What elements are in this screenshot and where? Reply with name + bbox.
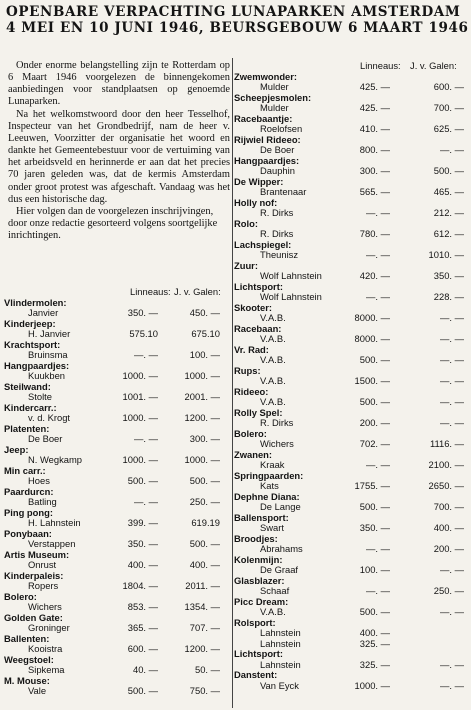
bid-linneaus: 325. —: [359, 658, 390, 670]
bid-jvgalen: —. —: [440, 679, 464, 691]
concession-entry: [4, 466, 230, 487]
attraction-name: Rolo:: [234, 217, 258, 229]
bid-linneaus: 40. —: [132, 664, 158, 676]
bidder-name: Onrust: [28, 559, 57, 571]
bid-jvgalen: 350. —: [433, 270, 464, 282]
column-divider: [232, 58, 233, 708]
bid-linneaus: 400. —: [127, 559, 158, 571]
bid-linneaus: 500. —: [359, 501, 390, 513]
bidder-name: De Boer: [28, 433, 63, 445]
concession-entry: [4, 403, 230, 424]
attraction-name: Glasblazer:: [234, 574, 285, 586]
concession-entry: [4, 508, 230, 529]
bid-jvgalen: 750. —: [189, 685, 220, 697]
bidder-name: V.A.B.: [260, 354, 286, 366]
bid-row: [234, 334, 468, 345]
bid-linneaus: 1000. —: [354, 679, 390, 691]
bid-jvgalen: —. —: [440, 354, 464, 366]
attraction-name: Rideeo:: [234, 385, 269, 397]
attraction-name: Zuur:: [234, 259, 258, 271]
bidder-name: N. Wegkamp: [28, 454, 83, 466]
bidder-name: Kooistra: [28, 643, 63, 655]
attraction-name: Kinderpaleis:: [4, 569, 64, 581]
concession-entry: [234, 597, 468, 618]
bid-jvgalen: 700. —: [433, 501, 464, 513]
attraction-name: Kinderjeep:: [4, 317, 56, 329]
concession-entry: [4, 592, 230, 613]
bidder-name: Groninger: [28, 622, 70, 634]
concession-entry: [4, 340, 230, 361]
bid-jvgalen: 465. —: [433, 186, 464, 198]
bidder-name: Kraak: [260, 459, 285, 471]
concession-entry: [234, 135, 468, 156]
attraction-name: Hangpaardjes:: [234, 154, 300, 166]
attraction-name: Rijwiel Rideeo:: [234, 133, 301, 145]
concession-entry: [234, 114, 468, 135]
concession-entry: [4, 445, 230, 466]
attraction-name: De Wipper:: [234, 175, 284, 187]
bid-linneaus: 350. —: [127, 307, 158, 319]
bid-linneaus: 575.10: [129, 328, 158, 340]
bid-jvgalen: —. —: [440, 396, 464, 408]
bid-linneaus: 1000. —: [122, 412, 158, 424]
concession-entry: [234, 324, 468, 345]
bid-linneaus: —. —: [366, 543, 390, 555]
bidder-name: R. Dirks: [260, 417, 294, 429]
bid-linneaus: —. —: [366, 459, 390, 471]
concession-entry: [234, 177, 468, 198]
bid-linneaus: 500. —: [359, 606, 390, 617]
attraction-name: Bolero:: [4, 590, 37, 602]
bidder-name: R. Dirks: [260, 207, 294, 219]
attraction-name: Ponybaan:: [4, 527, 52, 539]
bid-jvgalen: 1010. —: [428, 249, 464, 261]
bid-linneaus: 8000. —: [354, 333, 390, 345]
bidder-name: Wolf Lahnstein: [260, 270, 322, 282]
bid-jvgalen: 250. —: [189, 496, 220, 508]
bid-linneaus: 500. —: [359, 396, 390, 408]
attraction-name: Skooter:: [234, 301, 273, 313]
attraction-name: Lachspiegel:: [234, 238, 292, 250]
bid-jvgalen: —. —: [440, 564, 464, 576]
concession-entry: [234, 72, 468, 93]
bid-jvgalen: 228. —: [433, 291, 464, 303]
concession-entry: [234, 513, 468, 534]
attraction-name: Krachtsport:: [4, 338, 61, 350]
bid-jvgalen: 50. —: [194, 664, 220, 676]
concession-entry: [4, 655, 230, 676]
attraction-name: Lichtsport:: [234, 280, 283, 292]
bid-linneaus: 853. —: [127, 601, 158, 613]
bid-jvgalen: 2001. —: [184, 391, 220, 403]
bidder-name: Kats: [260, 480, 279, 492]
concession-entry: [234, 649, 468, 670]
bidder-name: Hoes: [28, 475, 50, 487]
attraction-name: Jeep:: [4, 443, 29, 455]
concession-entry: [4, 634, 230, 655]
concession-entry: [234, 93, 468, 114]
bid-linneaus: 200. —: [359, 417, 390, 429]
bid-linneaus: 800. —: [359, 144, 390, 156]
bid-jvgalen: 1354. —: [184, 601, 220, 613]
attraction-name: Bolero:: [234, 427, 267, 439]
bid-linneaus: 420. —: [359, 270, 390, 282]
attraction-name: Min carr.:: [4, 464, 46, 476]
bid-row: [234, 250, 468, 261]
attraction-name: Rolsport:: [234, 616, 276, 628]
intro-paragraph: Hier volgen dan de voorgelezen inschrijvingen, door onze redactie gesorteerd volgens soortgelijke inrichtingen.: [8, 205, 218, 242]
attraction-name: Vr. Rad:: [234, 343, 269, 355]
bidder-name: V.A.B.: [260, 333, 286, 345]
bid-jvgalen: 1200. —: [184, 412, 220, 424]
bidder-name: Lahnstein: [260, 658, 301, 670]
bidder-name: v. d. Krogt: [28, 412, 71, 424]
bid-linneaus: 400. —: [359, 626, 390, 638]
bid-linneaus: 565. —: [359, 186, 390, 198]
bidder-name: Lahnstein: [260, 637, 301, 649]
bid-linneaus: —. —: [134, 433, 158, 445]
bidder-name: Vale: [28, 685, 47, 697]
bidder-name: Theunisz: [260, 249, 299, 261]
bid-jvgalen: 2100. —: [428, 459, 464, 471]
attraction-name: Kindercarr.:: [4, 401, 57, 413]
bid-row: [4, 581, 230, 592]
bidder-name: H. Lahnstein: [28, 517, 81, 529]
bid-jvgalen: 500. —: [189, 475, 220, 487]
bid-linneaus: 1500. —: [354, 375, 390, 387]
bid-jvgalen: 600. —: [433, 81, 464, 93]
bid-jvgalen: —. —: [440, 312, 464, 324]
bid-jvgalen: 2650. —: [428, 480, 464, 492]
concession-entry: [4, 319, 230, 340]
bid-jvgalen: 619.19: [191, 517, 220, 529]
bidder-name: Wolf Lahnstein: [260, 291, 322, 303]
bid-linneaus: 350. —: [127, 538, 158, 550]
concession-entry: [234, 303, 468, 324]
concession-entry: [234, 282, 468, 303]
attraction-name: Zwanen:: [234, 448, 273, 460]
attraction-name: Platenten:: [4, 422, 50, 434]
attraction-name: Hangpaardjes:: [4, 359, 70, 371]
bid-jvgalen: 500. —: [433, 165, 464, 177]
concession-entry: [4, 550, 230, 571]
bidder-name: V.A.B.: [260, 606, 286, 617]
concession-entry: [4, 676, 230, 697]
bidder-name: Batling: [28, 496, 57, 508]
concession-entry: [4, 529, 230, 550]
bidder-name: Brantenaar: [260, 186, 307, 198]
bid-linneaus: —. —: [366, 207, 390, 219]
bid-jvgalen: 625. —: [433, 123, 464, 135]
header-linneaus: Linneaus:: [130, 286, 171, 297]
bid-row: [234, 607, 468, 618]
bidder-name: Sipkema: [28, 664, 65, 676]
bid-linneaus: —. —: [366, 585, 390, 597]
right-results-column: [234, 60, 468, 691]
concession-entry: [234, 450, 468, 471]
header-jvgalen: J. v. Galen:: [174, 286, 221, 297]
bidder-name: Lahnstein: [260, 626, 301, 638]
bid-jvgalen: 400. —: [433, 522, 464, 534]
attraction-name: M. Mouse:: [4, 674, 50, 686]
bid-linneaus: 399. —: [127, 517, 158, 529]
bid-linneaus: 365. —: [127, 622, 158, 634]
attraction-name: Rolly Spel:: [234, 406, 283, 418]
bid-jvgalen: —. —: [440, 658, 464, 670]
bid-row: [234, 376, 468, 387]
bid-jvgalen: 100. —: [189, 349, 220, 361]
bidder-name: Janvier: [28, 307, 59, 319]
left-results-column: [4, 286, 230, 697]
bid-jvgalen: 612. —: [433, 228, 464, 240]
bid-jvgalen: —. —: [440, 144, 464, 156]
attraction-name: Lichtsport:: [234, 648, 283, 660]
bid-linneaus: 1755. —: [354, 480, 390, 492]
attraction-name: Scheepjesmolen:: [234, 91, 312, 103]
bidder-name: Mulder: [260, 81, 289, 93]
bid-row: [4, 434, 230, 445]
bid-linneaus: —. —: [366, 249, 390, 261]
bid-jvgalen: 1200. —: [184, 643, 220, 655]
bid-linneaus: 425. —: [359, 81, 390, 93]
attraction-name: Vlindermolen:: [4, 297, 67, 308]
bid-linneaus: 1001. —: [122, 391, 158, 403]
concession-entry: [234, 555, 468, 576]
bidder-name: Schaaf: [260, 585, 290, 597]
attraction-name: Paardurcn:: [4, 485, 54, 497]
attraction-name: Zwemwonder:: [234, 71, 298, 82]
bid-row: [234, 208, 468, 219]
bid-linneaus: —. —: [134, 349, 158, 361]
article-header: [6, 4, 469, 36]
bidder-name: Swart: [260, 522, 284, 534]
bid-linneaus: 1804. —: [122, 580, 158, 592]
bidder-name: R. Dirks: [260, 228, 294, 240]
bidder-name: H. Janvier: [28, 328, 71, 340]
bid-linneaus: 600. —: [127, 643, 158, 655]
attraction-name: Broodjes:: [234, 532, 278, 544]
bid-jvgalen: 450. —: [189, 307, 220, 319]
bidder-name: V.A.B.: [260, 396, 286, 408]
bid-linneaus: —. —: [134, 496, 158, 508]
headline-line-1: OPENBARE VERPACHTING LUNAPARKEN AMSTERDAM: [6, 4, 461, 20]
attraction-name: Kolenmijn:: [234, 553, 283, 565]
bid-linneaus: 410. —: [359, 123, 390, 135]
bid-linneaus: 425. —: [359, 102, 390, 114]
concession-entry: [4, 424, 230, 445]
concession-entry: [4, 382, 230, 403]
bidder-name: Roelofsen: [260, 123, 303, 135]
bid-jvgalen: 400. —: [189, 559, 220, 571]
bidder-name: Wichers: [28, 601, 62, 613]
concession-entry: [234, 576, 468, 597]
bid-jvgalen: 212. —: [433, 207, 464, 219]
bid-jvgalen: 300. —: [189, 433, 220, 445]
bid-linneaus: 500. —: [127, 475, 158, 487]
bid-jvgalen: 675.10: [191, 328, 220, 340]
concession-entry: [234, 198, 468, 219]
attraction-name: Ballenten:: [4, 632, 50, 644]
bid-linneaus: 1000. —: [122, 370, 158, 382]
bid-jvgalen: 1000. —: [184, 370, 220, 382]
concession-entry: [234, 219, 468, 240]
headline-line-2: 4 MEI EN 10 JUNI 1946, BEURSGEBOUW 6 MAART 1946: [6, 20, 469, 36]
bidder-name: Kuukben: [28, 370, 66, 382]
concession-entry: [234, 387, 468, 408]
concession-entry: [4, 571, 230, 592]
bidder-name: De Boer: [260, 144, 295, 156]
bid-linneaus: —. —: [366, 291, 390, 303]
bid-row: [234, 355, 468, 366]
bid-row: [234, 628, 468, 639]
concession-entry: [234, 345, 468, 366]
bid-jvgalen: 1000. —: [184, 454, 220, 466]
bidder-name: Van Eyck: [260, 679, 299, 691]
bidder-name: De Graaf: [260, 564, 299, 576]
header-linneaus: Linneaus:: [360, 60, 401, 71]
concession-entry: [4, 361, 230, 382]
attraction-name: Racebaan:: [234, 322, 282, 334]
bidder-name: Bruinsma: [28, 349, 68, 361]
bid-jvgalen: —. —: [440, 333, 464, 345]
bid-linneaus: 325. —: [359, 637, 390, 649]
attraction-name: Golden Gate:: [4, 611, 63, 623]
bidder-name: Wichers: [260, 438, 294, 450]
attraction-name: Holly nof:: [234, 196, 278, 208]
bidder-name: Stolte: [28, 391, 52, 403]
bid-row: [4, 686, 230, 697]
bidder-name: Ropers: [28, 580, 59, 592]
bid-jvgalen: 1116. —: [429, 438, 464, 450]
bid-linneaus: 8000. —: [354, 312, 390, 324]
bid-jvgalen: 200. —: [433, 543, 464, 555]
bid-linneaus: 300. —: [359, 165, 390, 177]
bid-jvgalen: —. —: [440, 417, 464, 429]
attraction-name: Rups:: [234, 364, 261, 376]
concession-entry: [234, 366, 468, 387]
bidder-name: Mulder: [260, 102, 289, 114]
concession-entry: [4, 487, 230, 508]
attraction-name: Danstent:: [234, 669, 278, 681]
bid-jvgalen: 700. —: [433, 102, 464, 114]
attraction-name: Weegstoel:: [4, 653, 54, 665]
bidder-name: De Lange: [260, 501, 301, 513]
bid-row: [234, 418, 468, 429]
attraction-name: Springpaarden:: [234, 469, 304, 481]
concession-entry: [234, 471, 468, 492]
attraction-name: Ballensport:: [234, 511, 289, 523]
attraction-name: Racebaantje:: [234, 112, 293, 124]
concession-entry: [4, 298, 230, 319]
concession-entry: [234, 492, 468, 513]
bid-linneaus: 702. —: [359, 438, 390, 450]
bid-row: [234, 681, 468, 692]
bid-jvgalen: —. —: [440, 606, 464, 617]
concession-entry: [234, 408, 468, 429]
concession-entry: [234, 670, 468, 691]
bid-linneaus: 350. —: [359, 522, 390, 534]
bid-linneaus: 1000. —: [122, 454, 158, 466]
bid-jvgalen: 500. —: [189, 538, 220, 550]
intro-text: [8, 60, 230, 242]
attraction-name: Artis Museum:: [4, 548, 70, 560]
concession-entry: [234, 618, 468, 650]
bid-jvgalen: 2011. —: [185, 580, 220, 592]
attraction-name: Picc Dream:: [234, 595, 289, 607]
bid-jvgalen: —. —: [440, 375, 464, 387]
bidder-name: V.A.B.: [260, 375, 286, 387]
bidder-name: Verstappen: [28, 538, 76, 550]
concession-entry: [234, 156, 468, 177]
bid-linneaus: 500. —: [359, 354, 390, 366]
bidder-name: Abrahams: [260, 543, 303, 555]
header-jvgalen: J. v. Galen:: [410, 60, 457, 71]
bid-linneaus: 100. —: [359, 564, 390, 576]
attraction-name: Dephne Diana:: [234, 490, 300, 502]
bid-linneaus: 780. —: [359, 228, 390, 240]
bidder-name: V.A.B.: [260, 312, 286, 324]
attraction-name: Ping pong:: [4, 506, 53, 518]
concession-entry: [234, 429, 468, 450]
bid-linneaus: 500. —: [127, 685, 158, 697]
bidder-name: Dauphin: [260, 165, 295, 177]
intro-paragraph: Na het welkomstwoord door den heer Tesselhof, Inspecteur van het Grondbedrijf, nam de heer v. Leeuwen, Voorzitter der organisatie het woord en dankte het Gemeentebestuur voor de vertuiming van het arbeidsveld en herinnerde er aan dat het precies 70 jaren geleden was, dat de kermis Amsterdam onder groot protest was afgeschaft. Vandaag was het dus een historische dag.: [8, 108, 230, 205]
concession-entry: [234, 261, 468, 282]
bid-jvgalen: 707. —: [189, 622, 220, 634]
concession-entry: [4, 613, 230, 634]
intro-paragraph: Onder enorme belangstelling zijn te Rotterdam op 6 Maart 1946 voorgelezen de binnengekomen aanbiedingen voor standplaatsen op genoemde Lunaparken.: [8, 60, 230, 108]
concession-entry: [234, 534, 468, 555]
concession-entry: [234, 240, 468, 261]
bid-jvgalen: 250. —: [433, 585, 464, 597]
attraction-name: Steilwand:: [4, 380, 51, 392]
